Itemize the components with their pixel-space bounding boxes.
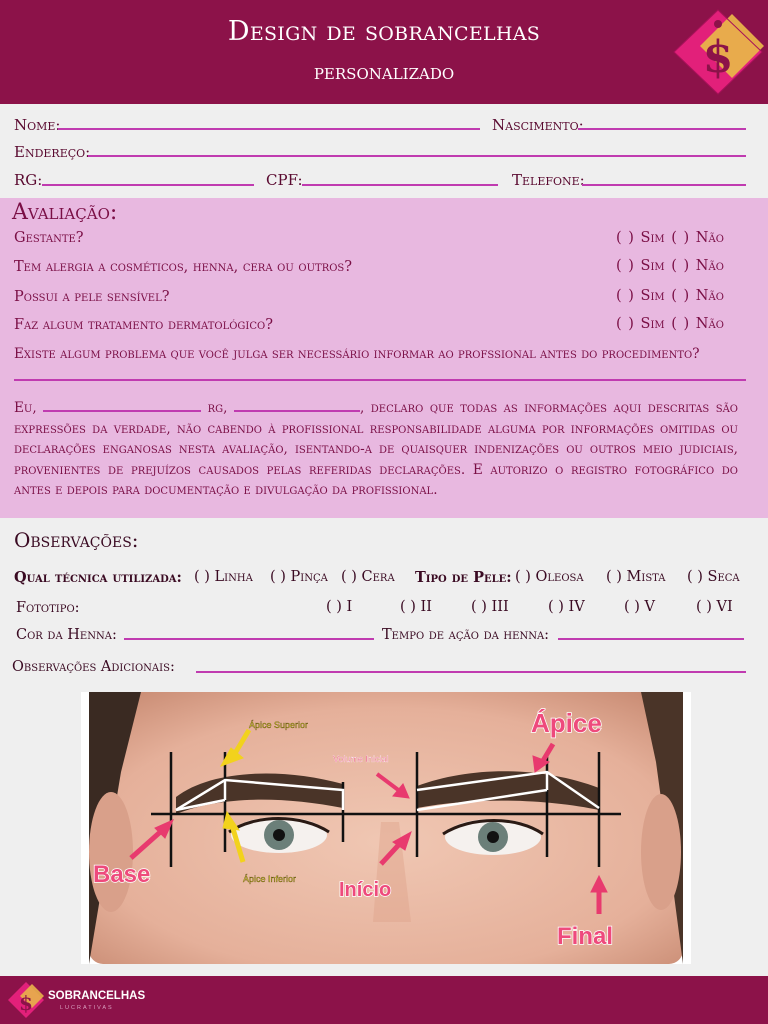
technique-option-cera[interactable]: ( ) Cera [341, 569, 395, 585]
label-volume-inicial: Volume Inicial [333, 754, 389, 764]
henna-time-field[interactable] [558, 638, 744, 640]
declaration-text [14, 398, 738, 501]
declaration-name-field[interactable] [43, 400, 201, 412]
phototype-option-1[interactable]: ( ) I [326, 599, 353, 615]
question-pregnant-options[interactable]: ( ) Sim ( ) Não [616, 230, 724, 246]
svg-text:$: $ [19, 991, 33, 1015]
header [0, 0, 768, 104]
label-inicio: Início [339, 879, 392, 901]
technique-label: Qual técnica utilizada: [14, 569, 182, 586]
eyebrow-diagram-photo [81, 692, 691, 964]
evaluation-title: Avaliação: [12, 200, 118, 225]
cpf-field[interactable] [302, 184, 498, 186]
phone-field[interactable] [582, 184, 746, 186]
observations-title: Observações: [14, 528, 139, 552]
label-final: Final [557, 923, 614, 950]
footer-brand-sub: LUCRATIVAS [60, 1005, 114, 1011]
address-label: Endereço: [14, 143, 91, 161]
question-pregnant: Gestante? [14, 230, 84, 246]
henna-color-field[interactable] [124, 638, 374, 640]
label-apice-superior: Ápice Superior [249, 720, 309, 730]
declaration-rg-label: rg, [207, 400, 228, 416]
label-apice-inferior: Ápice Inferior [243, 874, 297, 884]
birth-field[interactable] [578, 128, 746, 130]
question-open: Existe algum problema que você julga ser necessário informar ao profssional antes do procedimento? [14, 346, 700, 362]
phototype-option-5[interactable]: ( ) V [624, 599, 656, 615]
brand-logo-icon [670, 6, 766, 98]
rg-field[interactable] [42, 184, 254, 186]
name-label: Nome: [14, 116, 61, 134]
evaluation-section [0, 198, 768, 518]
eyebrow-diagram [81, 692, 691, 964]
label-base: Base [93, 861, 151, 888]
phototype-option-3[interactable]: ( ) III [471, 599, 509, 615]
name-field[interactable] [58, 128, 480, 130]
phototype-option-2[interactable]: ( ) II [400, 599, 432, 615]
label-apice: Ápice [531, 708, 602, 738]
declaration-rg-field[interactable] [234, 400, 360, 412]
open-answer-field[interactable] [14, 379, 746, 381]
question-treatment: Faz algum tratamento dermatológico? [14, 317, 273, 333]
birth-label: Nascimento: [492, 116, 584, 134]
cpf-label: CPF: [266, 171, 303, 189]
declaration-eu: Eu, [14, 400, 37, 416]
additional-notes-label: Observações Adicionais: [12, 659, 175, 675]
question-sensitive-skin: Possui a pele sensível? [14, 289, 170, 305]
page-subtitle: personalizado [313, 60, 455, 85]
henna-color-label: Cor da Henna: [16, 627, 117, 643]
declaration-body: , declaro que todas as informações aqui descritas são expressões da verdade, não cabendo à profissional responsabilidade alguma por informações omitidas ou declarações enganosas nesta avaliação, isentando-a de quaisquer indenizações ou outros meio judiciais, provenientes de prejuízos causados pelas referidas declarações. E autorizo o registro fotográfico do antes e depois para documentação e divulgação da profissional. [14, 400, 739, 498]
henna-time-label: Tempo de ação da henna: [382, 627, 550, 643]
question-allergy-options[interactable]: ( ) Sim ( ) Não [616, 258, 724, 274]
footer [0, 976, 768, 1024]
question-allergy: Tem alergia a cosméticos, henna, cera ou outros? [14, 259, 353, 275]
technique-option-linha[interactable]: ( ) Linha [194, 569, 253, 585]
footer-brand: SOBRANCELHAS [48, 990, 146, 1002]
additional-notes-field[interactable] [196, 671, 746, 673]
question-sensitive-skin-options[interactable]: ( ) Sim ( ) Não [616, 288, 724, 304]
rg-label: RG: [14, 171, 43, 189]
footer-logo-icon [6, 980, 46, 1020]
phototype-option-4[interactable]: ( ) IV [548, 599, 585, 615]
phone-label: Telefone: [512, 171, 585, 189]
skin-option-seca[interactable]: ( ) Seca [687, 569, 740, 585]
address-field[interactable] [88, 155, 746, 157]
skin-option-oleosa[interactable]: ( ) Oleosa [515, 569, 584, 585]
phototype-label: Fototipo: [16, 600, 80, 616]
page-title: Design de sobrancelhas [227, 16, 541, 47]
skin-type-label: Tipo de Pele: [415, 569, 512, 586]
technique-option-pinca[interactable]: ( ) Pinça [270, 569, 328, 585]
phototype-option-6[interactable]: ( ) VI [696, 599, 733, 615]
question-treatment-options[interactable]: ( ) Sim ( ) Não [616, 316, 724, 332]
skin-option-mista[interactable]: ( ) Mista [606, 569, 666, 585]
svg-text:$: $ [702, 32, 734, 83]
